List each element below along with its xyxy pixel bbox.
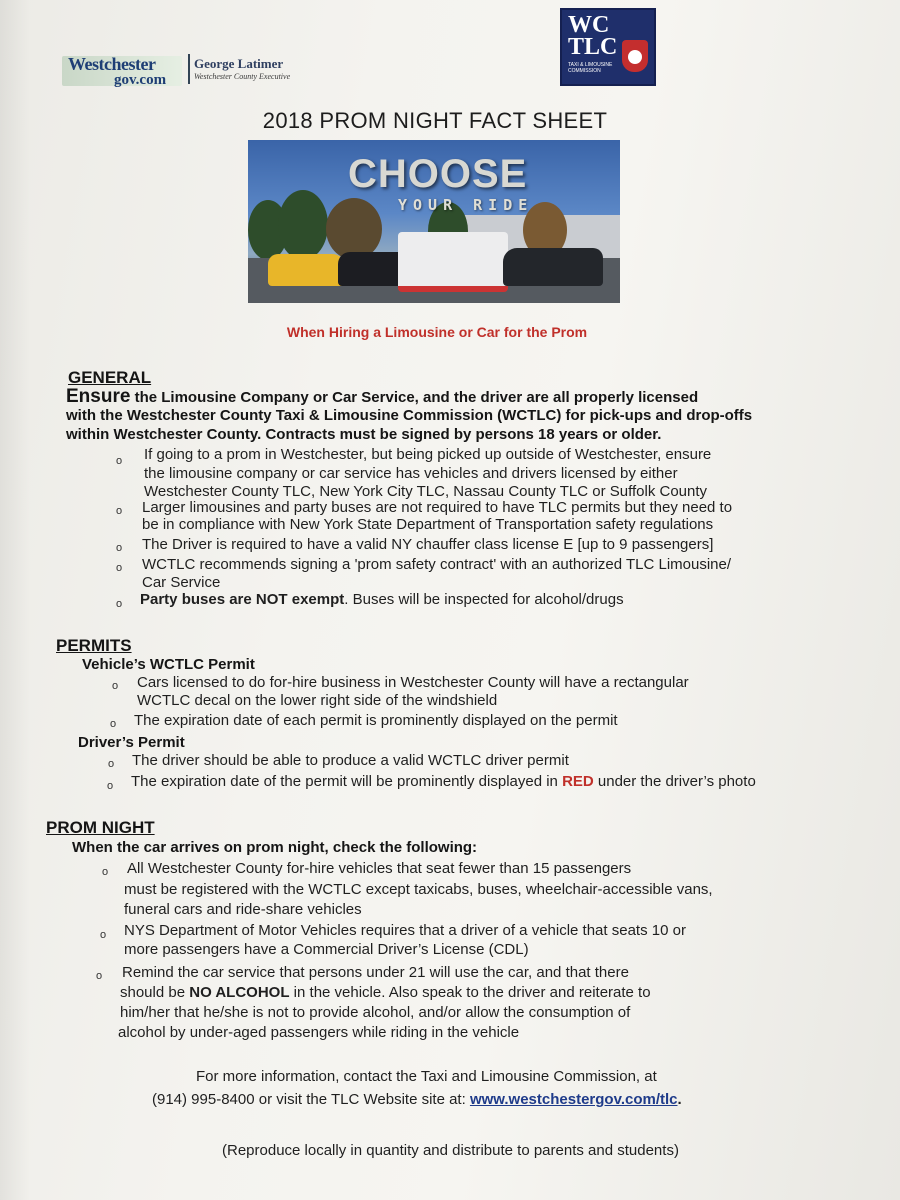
banner-headline: CHOOSE: [348, 152, 528, 196]
logo-text-line1: Westchester: [68, 54, 156, 74]
page-title: 2018 PROM NIGHT FACT SHEET: [262, 108, 608, 133]
general-bullet-1-line-1: If going to a prom in Westchester, but being picked up outside of Westchester, ensure: [144, 446, 712, 463]
general-bullet-4-line-2: Car Service: [142, 574, 221, 591]
general-intro-line-2: with the Westchester County Taxi & Limousine Commission (WCTLC) for pick-ups and drop-offs: [66, 407, 753, 424]
prom-bullet-3-line-3: him/her that he/she is not to provide alcohol, and/or allow the consumption of: [120, 1004, 631, 1021]
prom-bullet-1-line-1: All Westchester County for-hire vehicles that seat fewer than 15 passengers: [127, 860, 632, 877]
general-bullet-2-line-2: be in compliance with New York State Department of Transportation safety regulations: [142, 516, 714, 533]
bullet-icon: o: [116, 562, 123, 574]
prom-bullet-3-line-4: alcohol by under-aged passengers while riding in the vehicle: [118, 1024, 520, 1041]
party-bus-rest: . Buses will be inspected for alcohol/drugs: [344, 591, 624, 608]
bullet-icon: o: [100, 929, 107, 941]
general-intro-line-1: [66, 386, 698, 408]
vehicle-permit-heading: Vehicle’s WCTLC Permit: [82, 656, 255, 673]
contact-phone-text: (914) 995-8400 or visit the TLC Website site at:: [152, 1091, 470, 1108]
bullet-icon: o: [108, 758, 115, 770]
general-bullet-4-line-1: WCTLC recommends signing a 'prom safety contract' with an authorized TLC Limousine/: [142, 556, 732, 573]
bullet-icon: o: [102, 866, 109, 878]
wctlc-logo: [560, 8, 656, 86]
prom-night-lead: When the car arrives on prom night, check the following:: [72, 839, 478, 856]
prom-bullet-2-line-1: NYS Department of Motor Vehicles requires that a driver of a vehicle that seats 10 or: [124, 922, 686, 939]
no-alcohol-bold: NO ALCOHOL: [189, 984, 290, 1001]
bullet-icon: o: [110, 718, 117, 730]
bullet-icon: o: [116, 505, 123, 517]
bullet-icon: o: [116, 598, 123, 610]
general-bullet-3-line-1: The Driver is required to have a valid NY chauffer class license E [up to 9 passengers]: [142, 536, 714, 553]
logo-text-line2: gov.com: [114, 72, 167, 88]
bullet-icon: o: [96, 970, 103, 982]
banner-taxi: [268, 254, 346, 286]
driver-bullet-2-line-1: [131, 773, 756, 790]
prom-night-heading: PROM NIGHT: [46, 818, 155, 837]
banner-tree: [326, 198, 382, 260]
general-bullet-1-line-2: the limousine company or car service has vehicles and drivers licensed by either: [144, 465, 678, 482]
hiring-subtitle: When Hiring a Limousine or Car for the Prom: [286, 324, 588, 340]
wctlc-logo-bottom: TLC: [568, 34, 618, 60]
bullet-icon: o: [116, 455, 123, 467]
wctlc-logo-caption: TAXI & LIMOUSINE COMMISSION: [568, 62, 613, 74]
banner-suv: [503, 248, 603, 286]
general-heading: GENERAL: [68, 368, 152, 387]
driver-bullet-2-post: under the driver’s photo: [593, 773, 756, 790]
general-bullet-2-line-1: Larger limousines and party buses are not required to have TLC permits but they need to: [142, 499, 733, 516]
wctlc-logo-top: WC: [568, 12, 610, 38]
driver-permit-heading: Driver’s Permit: [78, 734, 185, 751]
no-alcohol-pre: should be: [120, 984, 190, 1001]
vehicle-bullet-1-line-1: Cars licensed to do for-hire business in Westchester County will have a rectangular: [137, 674, 689, 691]
county-executive-name: George Latimer: [194, 56, 284, 71]
westchestergov-logo: [62, 52, 182, 88]
driver-bullet-2-pre: The expiration date of the permit will be prominently displayed in: [131, 773, 563, 790]
prom-bullet-3-line-2: [120, 984, 651, 1001]
bullet-icon: o: [116, 542, 123, 554]
banner-ambulance: [398, 232, 508, 292]
general-intro-line-3: within Westchester County. Contracts must be signed by persons 18 years or older.: [66, 426, 662, 443]
prom-bullet-1-line-3: funeral cars and ride-share vehicles: [124, 901, 362, 918]
prom-bullet-2-line-2: more passengers have a Commercial Driver’s License (CDL): [124, 941, 529, 958]
page-shadow: [0, 0, 30, 1200]
vehicle-bullet-1-line-2: WCTLC decal on the lower right side of the windshield: [137, 692, 498, 709]
permits-heading: PERMITS: [56, 636, 132, 655]
general-bullet-5-line-1: [140, 591, 624, 608]
county-executive-title: Westchester County Executive: [194, 72, 291, 81]
ensure-word: Ensure: [66, 386, 131, 407]
vehicle-bullet-2-line-1: The expiration date of each permit is prominently displayed on the permit: [134, 712, 618, 729]
driver-bullet-1-line-1: The driver should be able to produce a valid WCTLC driver permit: [132, 752, 569, 769]
bullet-icon: o: [112, 680, 119, 692]
general-bullet-1-line-3: Westchester County TLC, New York City TLC, Nassau County TLC or Suffolk County: [144, 483, 708, 500]
reproduce-note: (Reproduce locally in quantity and distribute to parents and students): [222, 1142, 679, 1159]
prom-bullet-3-line-1: Remind the car service that persons under 21 will use the car, and that there: [122, 964, 629, 981]
no-alcohol-post: in the vehicle. Also speak to the driver and reiterate to: [289, 984, 651, 1001]
contact-line-2: [152, 1091, 682, 1108]
contact-period: .: [677, 1091, 682, 1108]
contact-line-1: For more information, contact the Taxi and Limousine Commission, at: [196, 1068, 657, 1085]
red-word: RED: [562, 773, 594, 790]
banner-tree: [278, 190, 328, 260]
bullet-icon: o: [107, 780, 114, 792]
badge-emblem-icon: [628, 50, 642, 64]
prom-bullet-1-line-2: must be registered with the WCTLC except taxicabs, buses, wheelchair-accessible vans,: [124, 881, 713, 898]
party-bus-bold: Party buses are NOT exempt: [140, 591, 345, 608]
banner-subline: YOUR RIDE: [398, 196, 534, 214]
choose-your-ride-banner: [248, 140, 620, 303]
logo-divider: [188, 54, 190, 84]
tlc-website-link[interactable]: www.westchestergov.com/tlc: [469, 1091, 678, 1108]
general-intro-line-1-text: the Limousine Company or Car Service, and the driver are all properly licensed: [130, 389, 699, 406]
